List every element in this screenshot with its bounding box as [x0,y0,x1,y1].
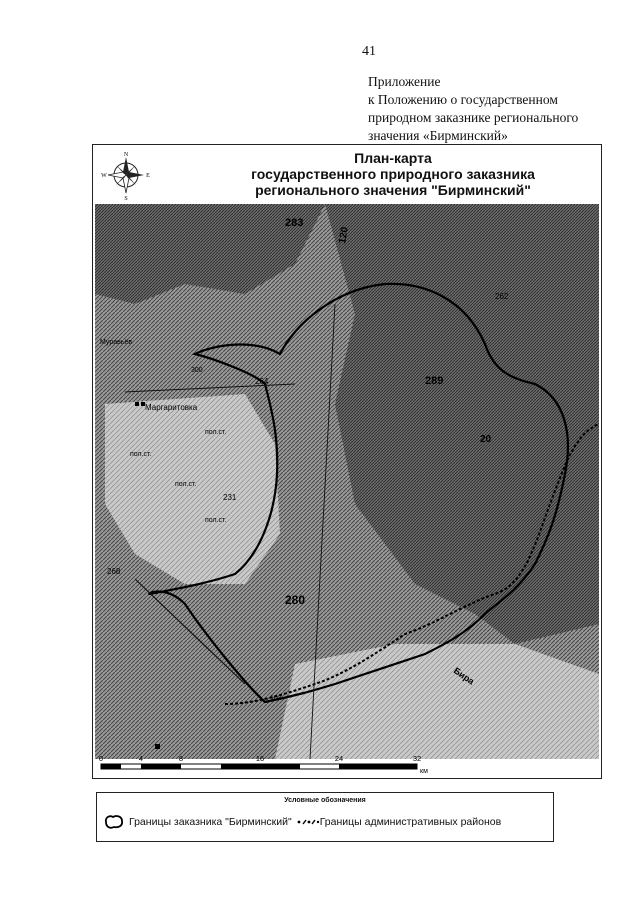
compass-rose-icon [101,150,151,200]
label-peak-289: 289 [425,375,444,387]
label-peak-103: 103 [270,695,282,702]
header-line-4: значения «Бирминский» [368,128,508,143]
label-field-3: пол.ст. [175,481,197,488]
label-village-muravyov: Муравьёв [100,339,133,346]
compass-n: N [123,152,129,158]
appendix-header [368,73,578,145]
map-title-line-3: регионального значения "Бирминский" [255,182,531,198]
scale-bar [97,751,437,779]
scale-tick-8: 8 [178,754,184,763]
compass-s: S [124,196,128,200]
district-boundary-icon [296,817,320,827]
scale-unit: км [420,768,428,775]
label-road-120: 120 [337,226,351,245]
legend-row [103,811,505,833]
header-line-1: Приложение [368,74,441,89]
label-peak-231: 231 [223,493,237,502]
scale-tick-0: 0 [98,754,104,763]
topographic-map [95,204,599,759]
label-field-4: пол.ст. [205,517,227,524]
scale-tick-4: 4 [138,754,144,763]
village-marker [141,402,145,406]
map-legend [96,792,554,842]
label-peak-268: 268 [107,567,121,576]
label-field-1: пол.ст. [205,429,227,436]
label-field-2: пол.ст. [130,451,152,458]
label-village-margaritovka: Маргаритовка [145,403,198,412]
village-marker [155,744,160,749]
label-peak-262: 262 [495,292,509,301]
map-title-line-1: План-карта [354,150,432,166]
label-peak-280: 280 [285,593,306,607]
legend-title: Условные обозначения [284,797,366,804]
terrain-lowland-south [275,644,599,759]
reserve-boundary-icon [103,814,125,830]
label-peak-264: 264 [255,377,269,386]
legend-reserve-boundary-label: Границы заказника "Бирминский" [129,816,292,828]
scale-tick-16: 16 [255,754,265,763]
label-spot-20: 20 [480,434,492,445]
legend-district-boundary-label: Границы административных районов [319,816,502,828]
scale-tick-32: 32 [412,754,422,763]
compass-w: W [101,173,107,179]
label-river-bira: Бира [451,665,477,687]
map-title-area [93,145,601,205]
label-peak-283: 283 [285,217,304,229]
page-number: 41 [362,44,376,59]
map-frame [92,144,602,779]
map-title-line-2: государственного природного заказника [251,166,535,182]
scale-tick-24: 24 [334,754,344,763]
compass-e: E [146,173,150,179]
label-peak-300: 300 [191,367,203,374]
village-marker [135,402,139,406]
header-line-3: природном заказнике регионального [368,110,579,125]
header-line-2: к Положению о государственном [368,92,558,107]
